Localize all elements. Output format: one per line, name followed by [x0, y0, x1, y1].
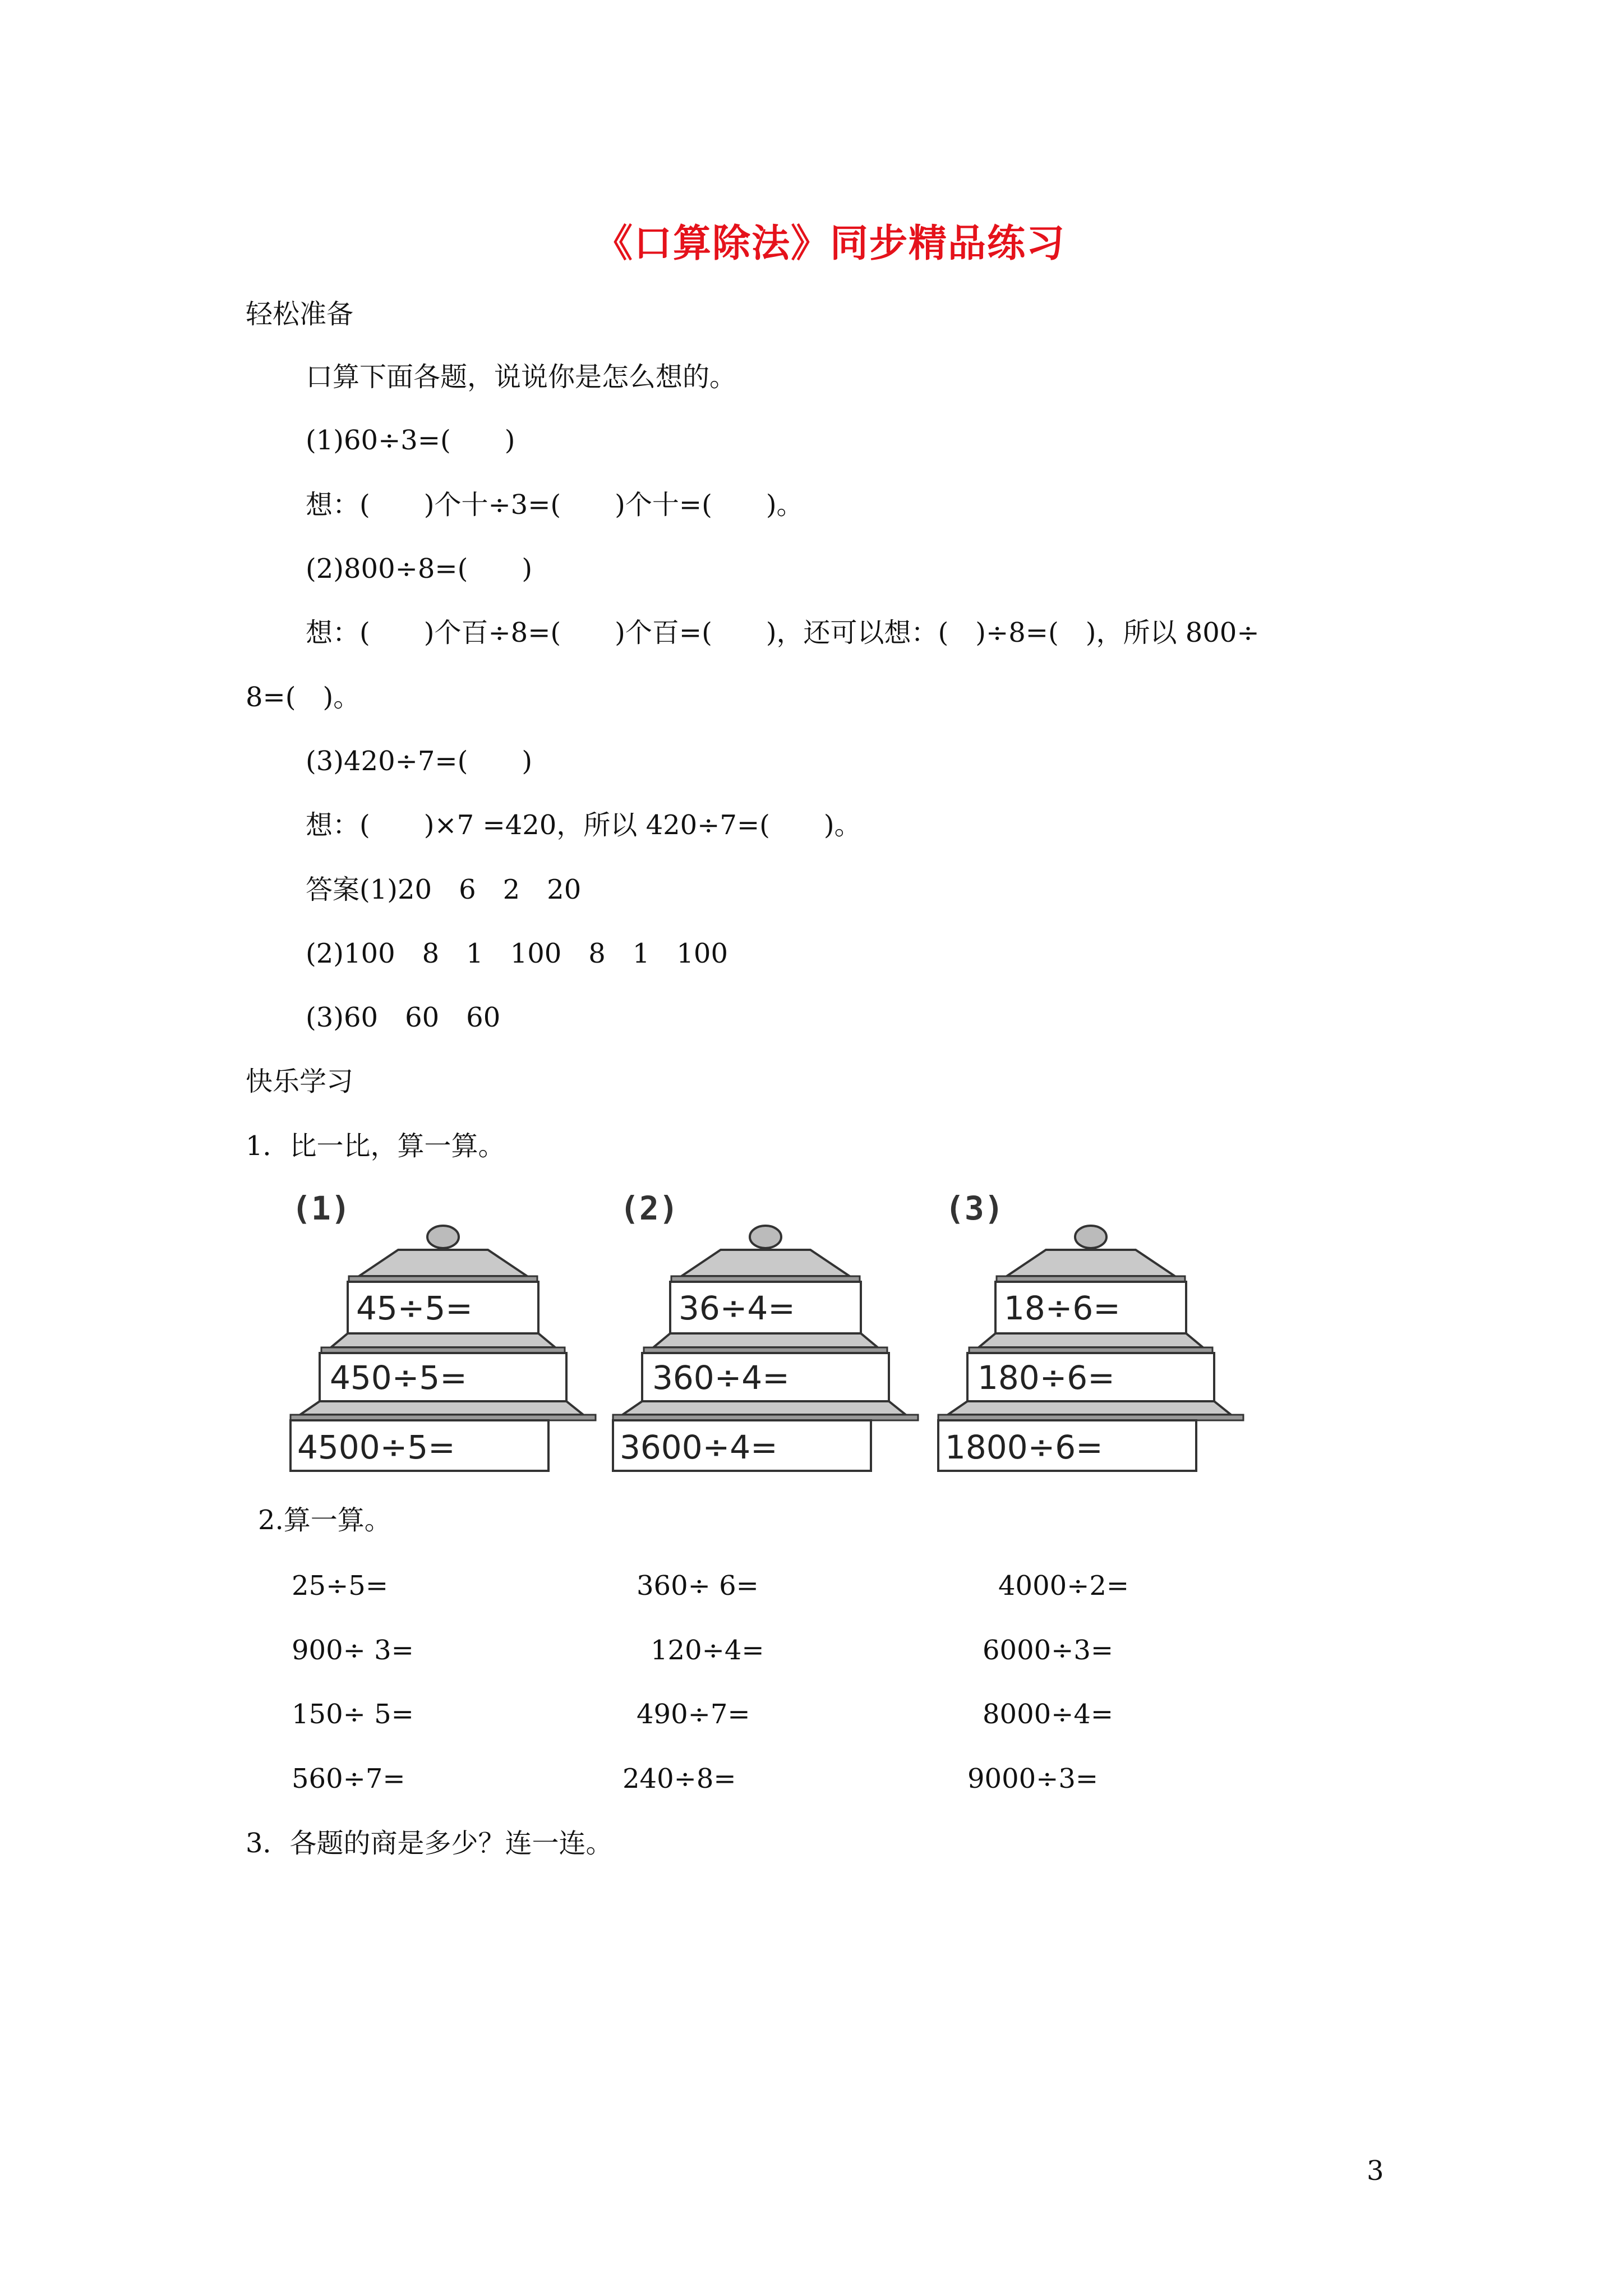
calc-item: 6000÷3=	[983, 1635, 1114, 1666]
answer-line: (2)100 8 1 100 8 1 100	[306, 938, 728, 969]
exercise-line: (2)800÷8=( )	[306, 553, 533, 585]
question-1: 1．比一比，算一算。	[246, 1130, 505, 1162]
calc-item: 8000÷4=	[983, 1699, 1114, 1730]
page-number: 3	[1367, 2155, 1384, 2187]
pagoda-row: 180÷6=	[978, 1359, 1115, 1397]
calc-item: 490÷7=	[637, 1699, 750, 1730]
calc-item: 9000÷3=	[967, 1763, 1099, 1795]
calc-item: 4000÷2=	[998, 1570, 1129, 1602]
exercise-line: (1)60÷3=( )	[306, 425, 515, 456]
pagoda-label: (3)	[945, 1189, 1004, 1227]
exercise-line: 8=( )。	[246, 682, 361, 713]
exercise-line: 想：( )个十÷3=( )个十=( )。	[306, 489, 804, 521]
section-heading-learn: 快乐学习	[246, 1066, 354, 1097]
calc-item: 150÷ 5=	[292, 1699, 414, 1730]
calc-item: 240÷8=	[623, 1763, 736, 1795]
question-2: 2.算一算。	[258, 1504, 391, 1536]
calc-item: 900÷ 3=	[292, 1635, 414, 1666]
answer-line: (3)60 60 60	[306, 1002, 501, 1033]
exercise-line: (3)420÷7=( )	[306, 746, 533, 777]
pagoda-1	[291, 1226, 596, 1471]
pagoda-row: 45÷5=	[356, 1289, 473, 1327]
pagoda-label: (2)	[620, 1189, 679, 1227]
pagoda-row: 36÷4=	[679, 1289, 795, 1327]
pagoda-row: 1800÷6=	[945, 1428, 1103, 1466]
pagoda-2	[613, 1226, 918, 1471]
calc-item: 120÷4=	[651, 1635, 764, 1666]
pagoda-row: 4500÷5=	[297, 1428, 455, 1466]
pagoda-illustrations	[264, 1178, 1245, 1492]
pagoda-drawing	[264, 1178, 1245, 1492]
instruction-text: 口算下面各题，说说你是怎么想的。	[306, 361, 737, 393]
question-3: 3．各题的商是多少？连一连。	[246, 1828, 613, 1859]
pagoda-row: 18÷6=	[1004, 1289, 1121, 1327]
pagoda-row: 450÷5=	[330, 1359, 467, 1397]
section-heading-prepare: 轻松准备	[246, 298, 354, 330]
calc-item: 560÷7=	[292, 1763, 405, 1795]
pagoda-row: 3600÷4=	[620, 1428, 778, 1466]
pagoda-label: (1)	[292, 1189, 351, 1227]
exercise-line: 想：( )×7 =420，所以 420÷7=( )。	[306, 809, 861, 841]
page-title: 《口算除法》同步精品练习	[594, 221, 1066, 266]
calc-item: 360÷ 6=	[637, 1570, 759, 1602]
answer-line: 答案(1)20 6 2 20	[306, 874, 582, 905]
exercise-line: 想：( )个百÷8=( )个百=( )，还可以想：( )÷8=( )，所以 800÷	[306, 617, 1260, 648]
calc-item: 25÷5=	[292, 1570, 389, 1602]
pagoda-3	[938, 1226, 1243, 1471]
pagoda-row: 360÷4=	[652, 1359, 790, 1397]
